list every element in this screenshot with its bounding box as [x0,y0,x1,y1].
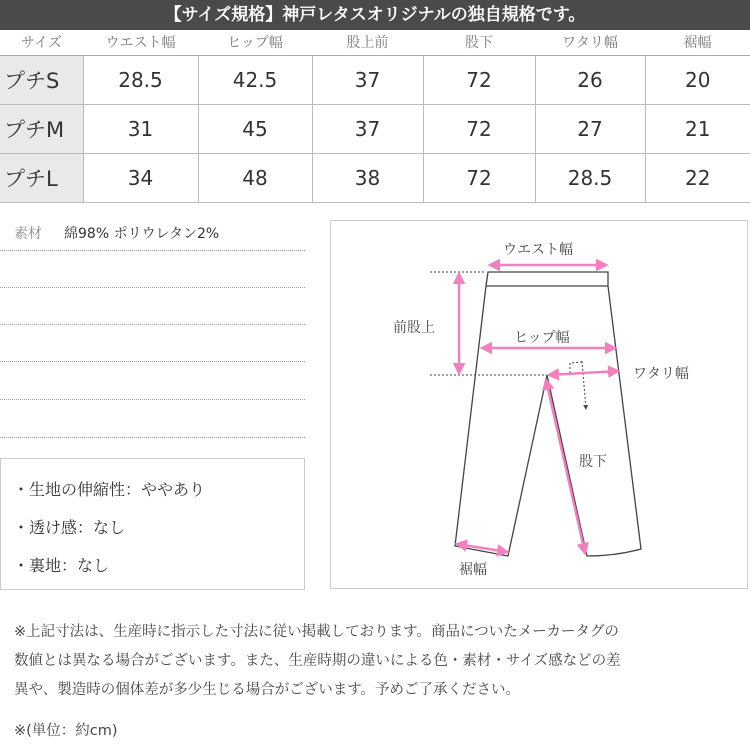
disclaimer-line-2: 数値とは異なる場合がございます。また、生産時期の違いによる色・素材・サイズ感などの差 [14,653,621,669]
header-hem: 裾幅 [645,30,750,55]
fabric-features-box [0,458,305,590]
disclaimer-line-1: ※上記寸法は、生産時に指示した寸法に従い掲載しております。商品についたメーカータグの [14,624,619,640]
measurement-cell: 42.5 [198,55,312,104]
measurement-cell: 37 [312,104,423,153]
measurement-cell: 31 [83,104,198,153]
label-inseam: 股下 [579,454,607,470]
header-waist: ウエスト幅 [83,30,198,55]
divider [0,287,305,288]
disclaimer-line-3: 異や、製造時の個体差が多少生じる場合がございます。予めご了承ください。 [14,682,521,698]
measurement-cell: 34 [83,153,198,202]
label-waist: ウエスト幅 [503,242,573,258]
measurement-cell: 72 [423,55,535,104]
table-row [0,153,750,202]
measurement-cell: 28.5 [535,153,645,202]
label-hip: ヒップ幅 [514,330,570,346]
header-thigh: ワタリ幅 [535,30,645,55]
divider [0,250,305,251]
label-thigh: ワタリ幅 [633,366,689,382]
size-label: プチL [0,153,83,202]
label-hem: 裾幅 [459,562,487,578]
measurement-cell: 72 [423,104,535,153]
material-value: 綿98% ポリウレタン2% [64,226,220,242]
table-row [0,104,750,153]
material-row [14,223,219,243]
feature-lining: ・裏地：なし [13,556,110,575]
size-label: プチM [0,104,83,153]
measurement-cell: 48 [198,153,312,202]
feature-stretch: ・生地の伸縮性：ややあり [13,480,206,499]
label-rise: 前股上 [393,320,435,336]
feature-sheerness: ・透け感：なし [13,518,126,537]
pants-illustration [331,221,749,590]
divider [0,437,305,438]
measurement-cell: 72 [423,153,535,202]
divider [0,324,305,325]
divider [0,361,305,362]
measurement-cell: 22 [645,153,750,202]
header-rise: 股上前 [312,30,423,55]
measurement-cell: 26 [535,55,645,104]
measurement-cell: 21 [645,104,750,153]
table-header-row [0,30,750,55]
measurement-cell: 37 [312,55,423,104]
measurement-cell: 28.5 [83,55,198,104]
table-row [0,55,750,104]
size-table [0,30,750,203]
header-hip: ヒップ幅 [198,30,312,55]
measurement-cell: 27 [535,104,645,153]
page-title: 【サイズ規格】神戸レタスオリジナルの独自規格です。 [0,0,750,30]
size-label: プチS [0,55,83,104]
measurement-cell: 20 [645,55,750,104]
material-label: 素材 [14,226,42,242]
unit-note: ※(単位：約cm) [14,723,118,739]
measurement-cell: 45 [198,104,312,153]
header-inseam: 股下 [423,30,535,55]
divider [0,399,305,400]
measurement-cell: 38 [312,153,423,202]
header-size: サイズ [0,30,83,55]
measurement-diagram [330,220,748,589]
